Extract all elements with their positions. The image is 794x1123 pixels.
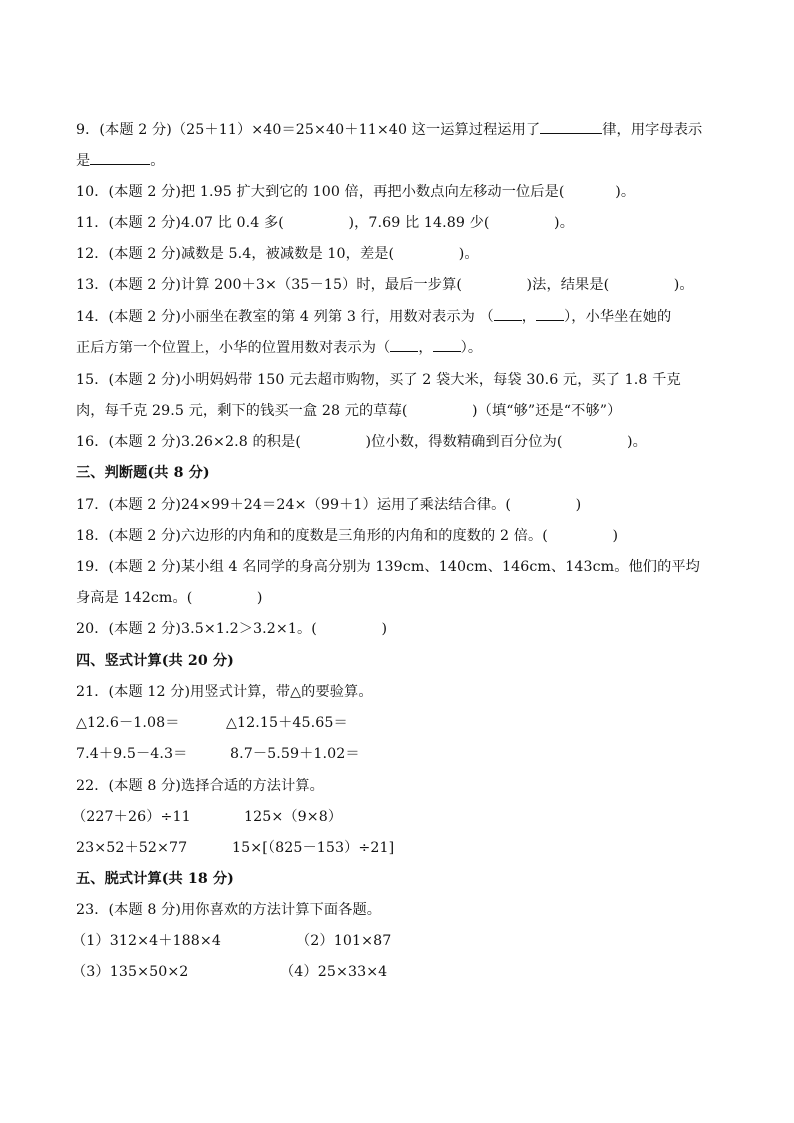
q9-answer-blank-1[interactable] [540, 133, 602, 134]
question-14-line-2 [76, 338, 482, 358]
question-18: 18．(本题 2 分)六边形的内角和的度数是三角形的内角和的度数的 2 倍。( ) [76, 528, 619, 544]
q22-item-3: 23×52＋52×77 [76, 840, 188, 856]
q14-answer-blank-1[interactable] [494, 320, 522, 321]
question-17: 17．(本题 2 分)24×99＋24＝24×（99＋1）运用了乘法结合律。( ) [76, 497, 582, 513]
q21-item-3: 7.4＋9.5－4.3＝ [76, 746, 188, 762]
question-19-line-1: 19．(本题 2 分)某小组 4 名同学的身高分别为 139cm、140cm、146cm、143cm。他们的平均 [76, 559, 700, 575]
q14-text-c: ），小华坐在她的 [564, 309, 672, 325]
q14-text-d: 正后方第一个位置上，小华的位置用数对表示为（ [76, 340, 391, 356]
question-11: 11．(本题 2 分)4.07 比 0.4 多( )，7.69 比 14.89 少( )。 [76, 215, 574, 231]
section-4-heading: 四、竖式计算(共 20 分) [76, 653, 234, 669]
question-19-line-2: 身高是 142cm。( ) [76, 590, 263, 606]
q21-item-2: △12.15＋45.65＝ [226, 715, 348, 731]
q22-item-2: 125×（9×8） [244, 809, 343, 825]
q14-answer-blank-3[interactable] [390, 351, 418, 352]
question-10: 10．(本题 2 分)把 1.95 扩大到它的 100 倍，再把小数点向左移动一位后是( )。 [76, 184, 636, 200]
q14-text-f: ）。 [460, 340, 483, 356]
question-15-line-2: 肉，每千克 29.5 元，剩下的钱买一盒 28 元的草莓( )（填“够”还是“不够”） [76, 403, 622, 419]
q14-answer-blank-2[interactable] [536, 320, 564, 321]
q9-text-c: 是 [76, 153, 91, 169]
question-14-line-1 [76, 307, 671, 327]
question-12: 12．(本题 2 分)减数是 5.4，被减数是 10，差是( )。 [76, 246, 479, 262]
q21-item-1: △12.6－1.08＝ [76, 715, 180, 731]
question-9-line-2 [76, 151, 165, 171]
q23-item-3: （3）135×50×2 [72, 964, 189, 980]
q9-text-d: 。 [150, 153, 165, 169]
q21-item-4: 8.7－5.59＋1.02＝ [230, 746, 360, 762]
section-3-heading: 三、判断题(共 8 分) [76, 465, 210, 481]
q22-item-4: 15×[（825－153）÷21] [232, 840, 395, 856]
q14-text-a: 14．(本题 2 分)小丽坐在教室的第 4 列第 3 行，用数对表示为 （ [76, 309, 494, 325]
q23-item-4: （4）25×33×4 [280, 964, 388, 980]
question-20: 20．(本题 2 分)3.5×1.2＞3.2×1。( ) [76, 621, 388, 637]
q23-item-2: （2）101×87 [296, 933, 392, 949]
q9-answer-blank-2[interactable] [90, 164, 150, 165]
question-22: 22．(本题 8 分)选择合适的方法计算。 [76, 778, 324, 794]
question-16: 16．(本题 2 分)3.26×2.8 的积是( )位小数，得数精确到百分位为( )。 [76, 434, 647, 450]
question-9-line-1 [76, 120, 702, 140]
question-15-line-1: 15．(本题 2 分)小明妈妈带 150 元去超市购物，买了 2 袋大米，每袋 30.6 元，买了 1.8 千克 [76, 372, 681, 388]
q9-text-a: 9．(本题 2 分)（25＋11）×40＝25×40＋11×40 这一运算过程运用了 [76, 122, 541, 138]
section-5-heading: 五、脱式计算(共 18 分) [76, 871, 234, 887]
q14-text-e: ， [418, 340, 433, 356]
question-13: 13．(本题 2 分)计算 200＋3×（35－15）时，最后一步算( )法，结果是( )。 [76, 277, 694, 293]
q14-text-b: ， [521, 309, 537, 325]
q22-item-1: （227＋26）÷11 [72, 809, 191, 825]
question-23: 23．(本题 8 分)用你喜欢的方法计算下面各题。 [76, 902, 382, 918]
q23-item-1: （1）312×4＋188×4 [72, 933, 221, 949]
question-21: 21．(本题 12 分)用竖式计算，带△的要验算。 [76, 684, 373, 700]
q9-text-b: 律，用字母表示 [602, 122, 703, 138]
q14-answer-blank-4[interactable] [433, 351, 461, 352]
